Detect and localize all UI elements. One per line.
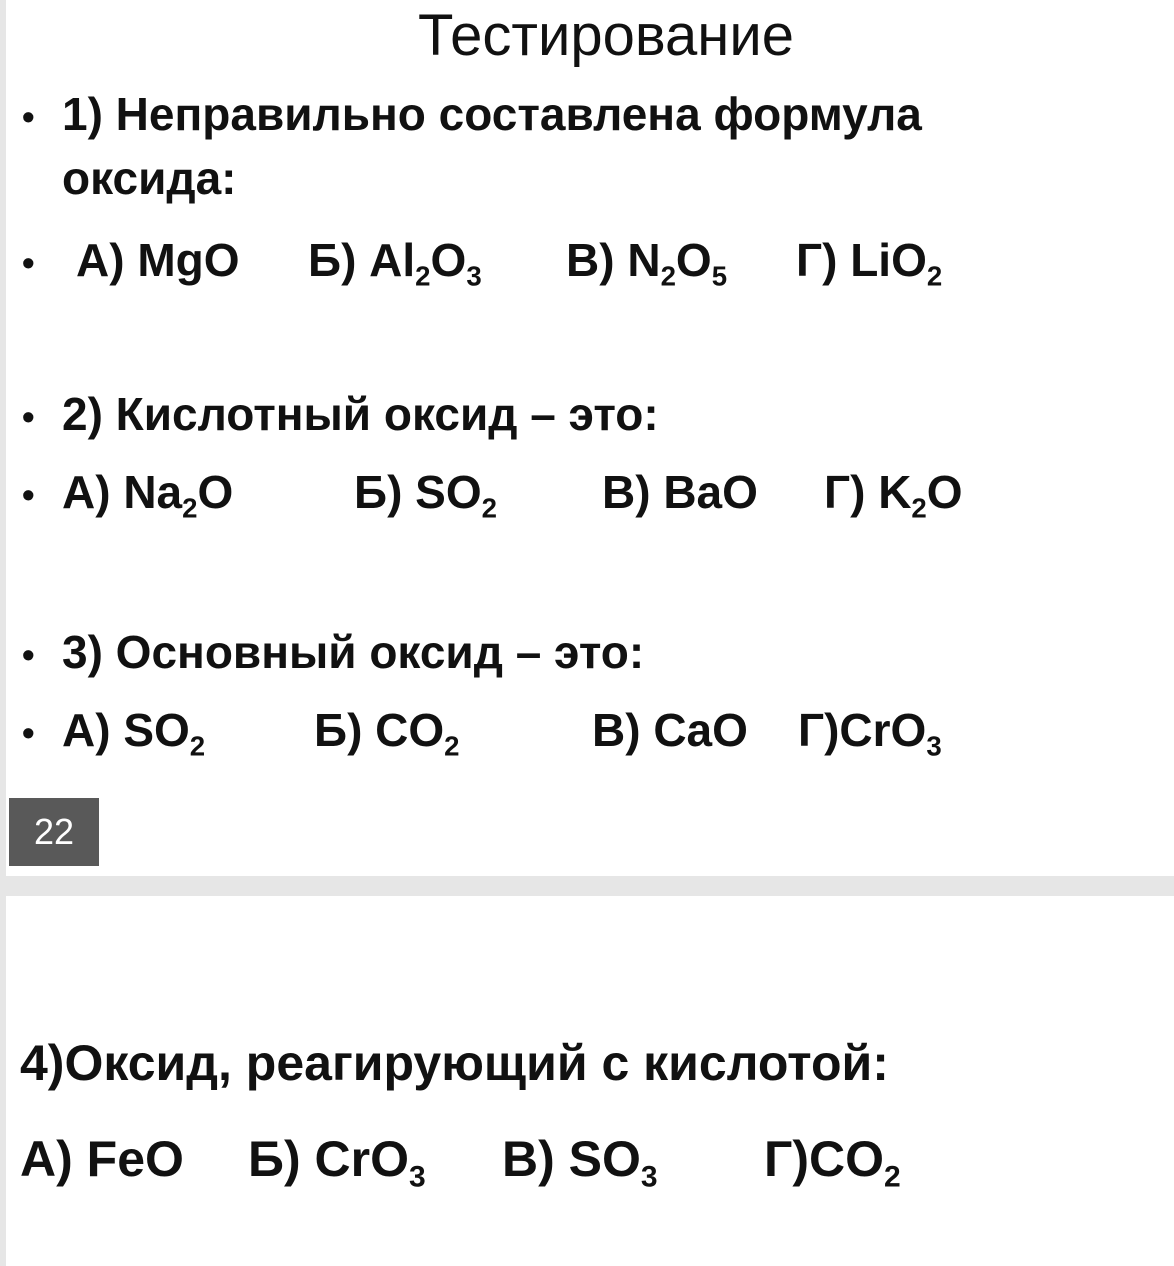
- bullet: •: [22, 712, 35, 753]
- question-1-line-2: оксида:: [62, 152, 237, 204]
- slide-1: [6, 0, 1174, 876]
- bullet: •: [22, 396, 35, 437]
- option-c: В) BaO: [602, 466, 758, 518]
- option-c: В) $SO_3$: [502, 1131, 658, 1194]
- option-d: Г)CrO$_3$: [798, 704, 942, 762]
- question-4: 4)Оксид, реагирующий с кислотой:: [20, 1035, 889, 1091]
- option-b: Б) $SO_2$: [354, 466, 497, 524]
- option-a: А) $SO_2$: [62, 704, 206, 762]
- bullet: •: [22, 242, 35, 283]
- slide-title: Тестирование: [417, 3, 794, 68]
- option-b: Б) CrO$_3$: [248, 1131, 426, 1194]
- bullet: •: [22, 96, 35, 137]
- option-b: Б) $Al_2O_3$: [308, 234, 482, 292]
- bullet: •: [22, 474, 35, 515]
- option-a: А) $Na_2O$: [62, 466, 234, 524]
- option-d: Г) $K_2O$: [824, 466, 963, 524]
- slide-number: 22: [9, 798, 99, 866]
- question-1-line-1: 1) Неправильно составлена формула: [62, 88, 922, 140]
- question-2: 2) Кислотный оксид – это:: [62, 388, 659, 440]
- bullet: •: [22, 634, 35, 675]
- option-a: А) FeO: [20, 1131, 184, 1187]
- question-3: 3) Основный оксид – это:: [62, 626, 645, 678]
- option-b: Б) $CO_2$: [314, 704, 460, 762]
- option-c: В) $N_2O_5$: [566, 234, 728, 292]
- option-c: В) CaO: [592, 704, 748, 756]
- option-a: А) MgO: [76, 234, 240, 286]
- slide-2: [6, 896, 1174, 1266]
- option-d: $Г)CO_2$: [764, 1131, 901, 1194]
- option-d: Г) LiO$_2$: [796, 234, 943, 292]
